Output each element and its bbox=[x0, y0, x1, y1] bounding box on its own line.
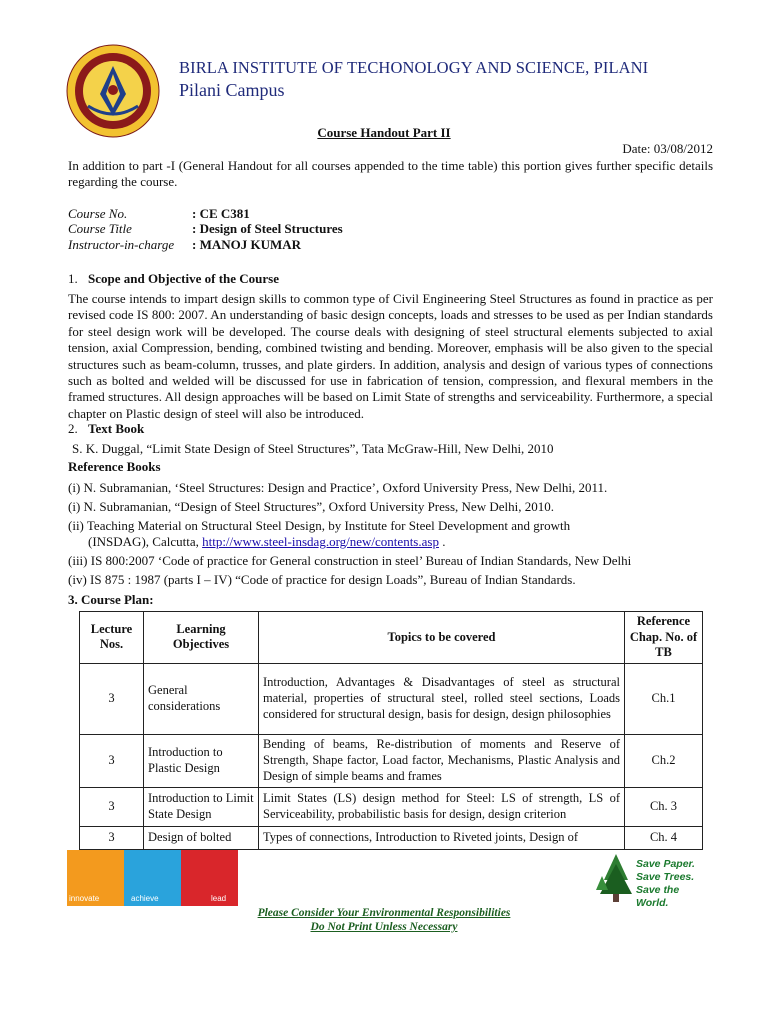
section1-number: 1. bbox=[68, 271, 78, 286]
course-title-label: Course Title bbox=[68, 221, 132, 236]
table-row bbox=[80, 663, 703, 734]
band-red bbox=[181, 850, 238, 906]
save-line: Save Paper. bbox=[636, 858, 695, 870]
institute-logo bbox=[66, 44, 160, 138]
textbook-entry: S. K. Duggal, “Limit State Design of Steel Structures”, Tata McGraw-Hill, New Delhi, 2010 bbox=[72, 441, 554, 456]
save-paper-text bbox=[636, 858, 714, 910]
section2-number: 2. bbox=[68, 421, 78, 436]
save-line: Save Trees. bbox=[636, 871, 695, 883]
reference-text: (INSDAG), Calcutta, bbox=[88, 534, 203, 549]
learning-objective: Introduction to Plastic Design bbox=[144, 734, 259, 787]
scope-paragraph: The course intends to impart design skills to common type of Civil Engineering Steel Structures as found in practice as per revised code IS 800: 2007. An understanding of basic design concepts, loads and stresses to be used as per Indian standards for steel design work will be developed. The course deals with designing of steel structural elements subjected to axial tension, axial Compression, bending, combined twisting and bending. Moreover, emphasis will be also given to the special structures such as beam-column, trusses, and plate girders. In addition, analysis and design of various types of connections such as bolted and welded will be discussed for use in fabrication of tension, compression, and flexural members in the framed structures. All design approaches will be based on Limit State of strengths and serviceability. Furthermore, a special chapter on Plastic design of steel will also be introduced. bbox=[68, 291, 713, 421]
section1-heading bbox=[68, 271, 279, 287]
print-note: Do Not Print Unless Necessary bbox=[310, 921, 458, 933]
band-label: achieve bbox=[131, 894, 159, 903]
column-header: Topics to be covered bbox=[259, 612, 625, 664]
reference-item: (iii) IS 800:2007 ‘Code of practice for General construction in steel’ Bureau of Indian Standards, New Delhi bbox=[68, 553, 632, 568]
column-header: Reference Chap. No. of TB bbox=[625, 612, 703, 664]
band-label: lead bbox=[211, 894, 227, 903]
learning-objective: Design of bolted bbox=[144, 826, 259, 849]
reference-chapter: Ch. 3 bbox=[625, 787, 703, 826]
reference-item: (iv) IS 875 : 1987 (parts I – IV) “Code of practice for design Loads”, Bureau of Indian Standards. bbox=[68, 572, 576, 587]
reference-item: (ii) Teaching Material on Structural Steel Design, by Institute for Steel Development and growth bbox=[68, 518, 571, 533]
save-line: Save the World. bbox=[636, 884, 680, 909]
institute-name: BIRLA INSTITUTE OF TECHONOLOGY AND SCIENCE, PILANI bbox=[179, 58, 649, 77]
environment-note: Please Consider Your Environmental Responsibilities bbox=[257, 907, 511, 919]
course-plan-table bbox=[79, 611, 703, 850]
instructor-row bbox=[68, 237, 301, 253]
topics-cell: Introduction, Advantages & Disadvantages of steel as structural material, properties of structural steel, rolled steel sections, Loads considered for structural design, basis for design, design philosophies bbox=[259, 663, 625, 734]
reference-chapter: Ch.1 bbox=[625, 663, 703, 734]
topics-cell: Types of connections, Introduction to Riveted joints, Design of bbox=[259, 826, 625, 849]
learning-objective: General considerations bbox=[144, 663, 259, 734]
column-header: Lecture Nos. bbox=[80, 612, 144, 664]
band-blue bbox=[124, 850, 181, 906]
insdag-link[interactable]: http://www.steel-insdag.org/new/contents.asp bbox=[202, 534, 439, 549]
course-title-row bbox=[68, 221, 343, 237]
band-orange bbox=[67, 850, 124, 906]
instructor-label: Instructor-in-charge bbox=[68, 237, 175, 252]
campus-name: Pilani Campus bbox=[179, 80, 285, 100]
reference-books-heading: Reference Books bbox=[68, 459, 161, 474]
reference-chapter: Ch. 4 bbox=[625, 826, 703, 849]
column-header: Learning Objectives bbox=[144, 612, 259, 664]
tree-icon bbox=[594, 850, 638, 906]
table-row bbox=[80, 787, 703, 826]
innovate-achieve-lead-banner bbox=[67, 850, 238, 906]
section2-heading bbox=[68, 421, 144, 437]
reference-item: (i) N. Subramanian, “Design of Steel Structures”, Oxford University Press, New Delhi, 2010. bbox=[68, 499, 554, 514]
table-row bbox=[80, 734, 703, 787]
table-header-row bbox=[80, 612, 703, 664]
page-title: Course Handout Part II bbox=[317, 125, 451, 140]
section2-title: Text Book bbox=[88, 421, 145, 436]
save-paper-badge bbox=[594, 850, 714, 909]
table-row bbox=[80, 826, 703, 849]
topics-cell: Limit States (LS) design method for Steel: LS of strength, LS of Serviceability, probabilistic basis for design, design criterion bbox=[259, 787, 625, 826]
intro-paragraph: In addition to part -I (General Handout for all courses appended to the time table) this portion gives further specific details regarding the course. bbox=[68, 158, 713, 190]
reference-chapter: Ch.2 bbox=[625, 734, 703, 787]
reference-text-end: . bbox=[438, 534, 446, 549]
course-number-label: Course No. bbox=[68, 206, 128, 221]
lecture-count: 3 bbox=[80, 826, 144, 849]
section1-title: Scope and Objective of the Course bbox=[88, 271, 280, 286]
lecture-count: 3 bbox=[80, 734, 144, 787]
learning-objective: Introduction to Limit State Design bbox=[144, 787, 259, 826]
reference-item-continued bbox=[88, 534, 445, 550]
section3-heading: 3. Course Plan: bbox=[68, 592, 154, 607]
topics-cell: Bending of beams, Re-distribution of moments and Reserve of Strength, Shape factor, Load factor, Mechanisms, Plastic Analysis and Design of simple beams and frames bbox=[259, 734, 625, 787]
reference-item: (i) N. Subramanian, ‘Steel Structures: Design and Practice’, Oxford University Press, New Delhi, 2011. bbox=[68, 480, 608, 495]
course-title-value: : Design of Steel Structures bbox=[192, 221, 343, 236]
course-number-row bbox=[68, 206, 250, 222]
band-label: innovate bbox=[69, 894, 100, 903]
document-date: Date: 03/08/2012 bbox=[622, 141, 713, 156]
lecture-count: 3 bbox=[80, 663, 144, 734]
course-number-value: : CE C381 bbox=[192, 206, 250, 221]
instructor-value: : MANOJ KUMAR bbox=[192, 237, 302, 252]
lecture-count: 3 bbox=[80, 787, 144, 826]
